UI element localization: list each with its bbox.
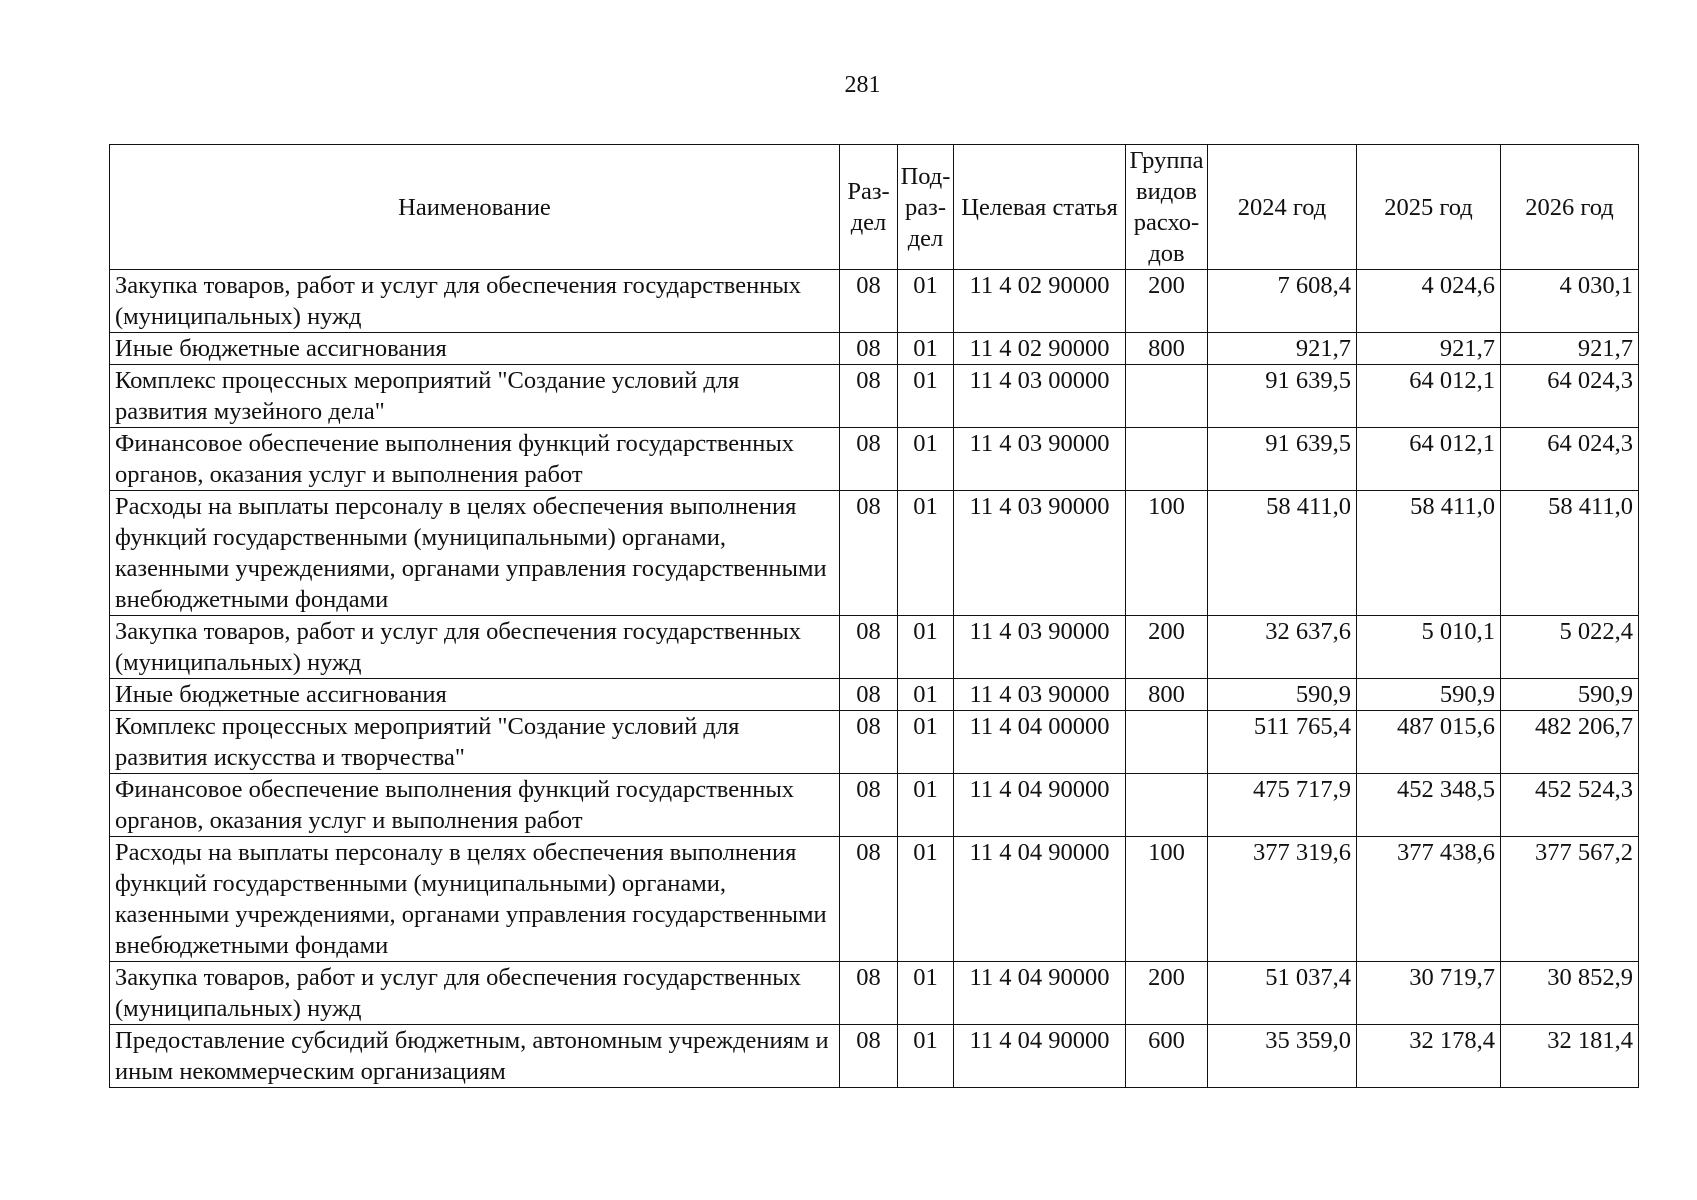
row-2025: 487 015,6 [1357,711,1501,774]
budget-table [109,144,1639,1088]
row-2025: 452 348,5 [1357,774,1501,837]
row-2025: 5 010,1 [1357,616,1501,679]
row-2024: 7 608,4 [1208,270,1357,333]
row-subsection: 01 [898,711,954,774]
row-2024: 921,7 [1208,333,1357,365]
row-subsection: 01 [898,333,954,365]
row-2025: 4 024,6 [1357,270,1501,333]
row-target: 11 4 04 90000 [954,962,1126,1025]
row-name: Расходы на выплаты персоналу в целях обеспечения выполнения функций государственными (муниципальными) органами, казенными учреждениями, органами управления государственными внебюджетными фондами [110,491,840,616]
row-expense-group [1126,711,1208,774]
row-name: Предоставление субсидий бюджетным, автономным учреждениям и иным некоммерческим организациям [110,1025,840,1088]
row-2026: 64 024,3 [1501,365,1639,428]
row-expense-group [1126,365,1208,428]
row-expense-group: 200 [1126,270,1208,333]
page-number: 281 [844,72,881,98]
row-section: 08 [840,616,898,679]
table-row [110,270,1639,333]
row-2026: 30 852,9 [1501,962,1639,1025]
row-expense-group: 800 [1126,679,1208,711]
row-2025: 64 012,1 [1357,365,1501,428]
row-subsection: 01 [898,270,954,333]
row-name: Комплекс процессных мероприятий "Создание условий для развития искусства и творчества" [110,711,840,774]
row-expense-group: 200 [1126,616,1208,679]
row-subsection: 01 [898,837,954,962]
row-target: 11 4 04 00000 [954,711,1126,774]
table-row [110,962,1639,1025]
table-row [110,491,1639,616]
row-expense-group: 600 [1126,1025,1208,1088]
row-name: Закупка товаров, работ и услуг для обеспечения государственных (муниципальных) нужд [110,616,840,679]
row-2026: 377 567,2 [1501,837,1639,962]
header-2024: 2024 год [1208,145,1357,270]
row-target: 11 4 02 90000 [954,270,1126,333]
row-section: 08 [840,711,898,774]
row-2025: 377 438,6 [1357,837,1501,962]
row-2026: 64 024,3 [1501,428,1639,491]
table-row [110,711,1639,774]
row-target: 11 4 02 90000 [954,333,1126,365]
row-target: 11 4 03 90000 [954,491,1126,616]
row-subsection: 01 [898,774,954,837]
row-2026: 58 411,0 [1501,491,1639,616]
row-2024: 91 639,5 [1208,428,1357,491]
header-2025: 2025 год [1357,145,1501,270]
row-subsection: 01 [898,962,954,1025]
row-2025: 32 178,4 [1357,1025,1501,1088]
table-row [110,837,1639,962]
row-expense-group: 200 [1126,962,1208,1025]
row-section: 08 [840,774,898,837]
row-2024: 377 319,6 [1208,837,1357,962]
table-row [110,616,1639,679]
row-2026: 4 030,1 [1501,270,1639,333]
row-2025: 58 411,0 [1357,491,1501,616]
row-target: 11 4 04 90000 [954,837,1126,962]
header-expense-group: Группа видов расхо-дов [1126,145,1208,270]
table-row [110,1025,1639,1088]
row-name: Закупка товаров, работ и услуг для обеспечения государственных (муниципальных) нужд [110,270,840,333]
row-name: Комплекс процессных мероприятий "Создание условий для развития музейного дела" [110,365,840,428]
row-subsection: 01 [898,365,954,428]
row-target: 11 4 03 90000 [954,679,1126,711]
row-2025: 64 012,1 [1357,428,1501,491]
row-subsection: 01 [898,1025,954,1088]
row-2026: 921,7 [1501,333,1639,365]
row-section: 08 [840,962,898,1025]
row-target: 11 4 03 90000 [954,428,1126,491]
row-subsection: 01 [898,491,954,616]
header-2026: 2026 год [1501,145,1639,270]
table-header-row [110,145,1639,270]
row-section: 08 [840,679,898,711]
table-row [110,679,1639,711]
header-subsection: Под-раз-дел [898,145,954,270]
row-section: 08 [840,1025,898,1088]
row-2025: 30 719,7 [1357,962,1501,1025]
header-name: Наименование [110,145,840,270]
table-row [110,333,1639,365]
row-name: Финансовое обеспечение выполнения функций государственных органов, оказания услуг и выполнения работ [110,774,840,837]
row-2024: 91 639,5 [1208,365,1357,428]
row-2026: 5 022,4 [1501,616,1639,679]
row-subsection: 01 [898,428,954,491]
row-2026: 482 206,7 [1501,711,1639,774]
row-subsection: 01 [898,679,954,711]
row-2025: 590,9 [1357,679,1501,711]
row-2024: 511 765,4 [1208,711,1357,774]
row-2026: 452 524,3 [1501,774,1639,837]
row-target: 11 4 04 90000 [954,774,1126,837]
row-target: 11 4 03 90000 [954,616,1126,679]
row-2026: 590,9 [1501,679,1639,711]
row-expense-group: 800 [1126,333,1208,365]
row-2024: 590,9 [1208,679,1357,711]
row-section: 08 [840,491,898,616]
row-name: Иные бюджетные ассигнования [110,679,840,711]
row-name: Расходы на выплаты персоналу в целях обеспечения выполнения функций государственными (муниципальными) органами, казенными учреждениями, органами управления государственными внебюджетными фондами [110,837,840,962]
row-expense-group [1126,428,1208,491]
row-expense-group: 100 [1126,837,1208,962]
row-2025: 921,7 [1357,333,1501,365]
row-target: 11 4 04 90000 [954,1025,1126,1088]
row-expense-group [1126,774,1208,837]
row-section: 08 [840,837,898,962]
row-target: 11 4 03 00000 [954,365,1126,428]
row-section: 08 [840,365,898,428]
row-2024: 475 717,9 [1208,774,1357,837]
row-2026: 32 181,4 [1501,1025,1639,1088]
row-section: 08 [840,333,898,365]
row-name: Финансовое обеспечение выполнения функций государственных органов, оказания услуг и выполнения работ [110,428,840,491]
row-subsection: 01 [898,616,954,679]
row-2024: 51 037,4 [1208,962,1357,1025]
table-row [110,365,1639,428]
row-expense-group: 100 [1126,491,1208,616]
row-2024: 58 411,0 [1208,491,1357,616]
row-section: 08 [840,270,898,333]
row-2024: 35 359,0 [1208,1025,1357,1088]
row-name: Закупка товаров, работ и услуг для обеспечения государственных (муниципальных) нужд [110,962,840,1025]
table-row [110,428,1639,491]
table-row [110,774,1639,837]
row-name: Иные бюджетные ассигнования [110,333,840,365]
row-section: 08 [840,428,898,491]
header-target: Целевая статья [954,145,1126,270]
header-section: Раз-дел [840,145,898,270]
row-2024: 32 637,6 [1208,616,1357,679]
